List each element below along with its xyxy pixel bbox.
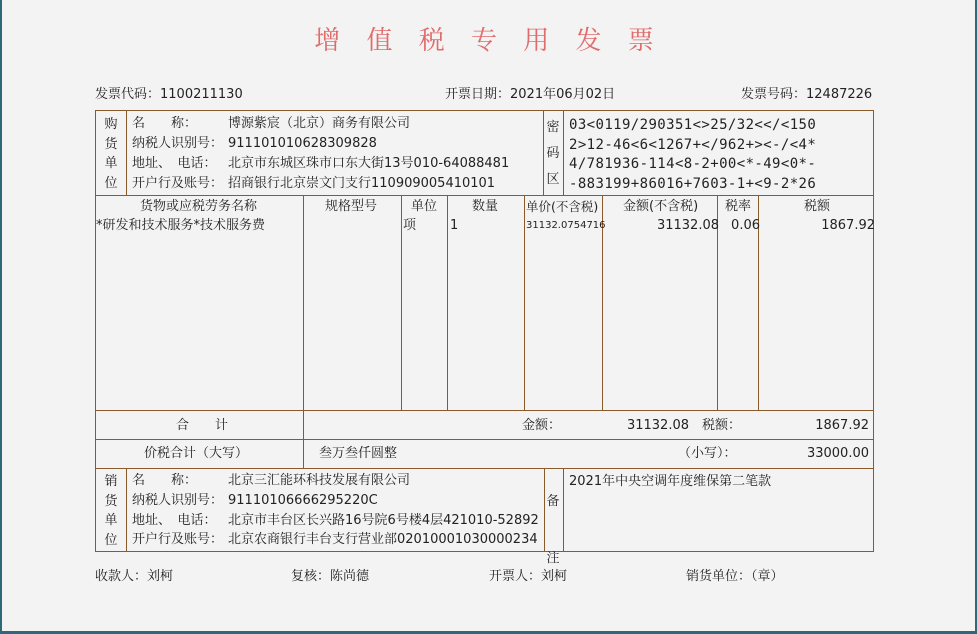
seller-name: 北京三汇能环科技发展有限公司 <box>228 473 411 488</box>
invoice-date-label: 开票日期： <box>445 87 511 102</box>
cipher-line: 4/781936-114<8-2+00<*-49<0*- <box>569 156 817 172</box>
col-header-unit: 单位 <box>411 199 438 214</box>
col-header-qty: 数量 <box>472 199 499 214</box>
item-tax: 1867.92 <box>821 218 875 233</box>
remarks-side-char: 注 <box>546 551 560 566</box>
grand-small-label: （小写）： <box>678 446 737 461</box>
line-grand-bottom <box>96 468 873 469</box>
grand-label: 价税合计（大写） <box>144 446 249 461</box>
cipher-line: 03<0119/290351<>25/32<</<150 <box>569 117 817 133</box>
col-header-name: 货物或应税劳务名称 <box>140 199 258 214</box>
buyer-address: 北京市东城区珠市口东大街13号010-64088481 <box>228 156 510 171</box>
seller-side-char: 货 <box>104 493 118 509</box>
seller-bank: 北京农商银行丰台支行营业部02010001030000234 <box>228 532 538 547</box>
invoice-code <box>95 83 243 102</box>
item-price: 31132.0754716 <box>526 220 606 231</box>
grand-small: 33000.00 <box>806 446 869 461</box>
buyer-side-char: 单 <box>104 156 118 171</box>
grand-words: 叁万叁仟圆整 <box>319 446 398 461</box>
total-amount: 31132.08 <box>626 418 689 433</box>
buyer-bank-label: 开户行及账号： <box>132 176 224 191</box>
total-tax: 1867.92 <box>815 418 869 433</box>
issuer-value: 刘柯 <box>541 569 568 584</box>
col-header-tax: 税额 <box>804 199 831 214</box>
seller-side-label <box>101 472 121 550</box>
item-qty: 1 <box>450 218 459 233</box>
seller-taxid: 91110106666295220C <box>228 493 378 508</box>
line-col-spec <box>303 195 304 468</box>
total-tax-label: 税额： <box>702 418 742 433</box>
line-remarks-side <box>563 468 564 551</box>
invoice-number-label: 发票号码： <box>741 87 807 102</box>
col-header-spec: 规格型号 <box>325 199 378 214</box>
total-label: 合 计 <box>176 418 229 433</box>
seller-side-char: 单 <box>104 513 118 528</box>
invoice-code-label: 发票代码： <box>95 87 161 102</box>
total-amount-label: 金额： <box>522 418 562 433</box>
seller-seal: 销货单位：（章） <box>686 569 784 584</box>
line-col-unit <box>401 195 402 410</box>
item-rate: 0.06 <box>731 218 760 233</box>
seller-address: 北京市丰台区长兴路16号院6号楼4层421010-52892 <box>228 513 539 528</box>
invoice-date-value: 2021年06月02日 <box>510 87 616 102</box>
buyer-side-char: 货 <box>104 136 118 152</box>
seller-taxid-label: 纳税人识别号： <box>132 493 224 508</box>
line-seller-side <box>126 468 127 551</box>
line-buyer-side <box>126 111 127 195</box>
col-header-rate: 税率 <box>725 199 752 214</box>
seller-bank-label: 开户行及账号： <box>132 532 224 547</box>
cipher-side-char: 码 <box>546 146 560 161</box>
invoice-code-value: 1100211130 <box>160 87 243 102</box>
line-total-bottom <box>96 439 873 440</box>
cipher-side-label <box>543 115 563 193</box>
buyer-name: 博源紫宸（北京）商务有限公司 <box>228 116 411 131</box>
cipher-side-char: 密 <box>546 120 560 135</box>
buyer-bank: 招商银行北京崇文门支行110909005410101 <box>228 176 496 191</box>
payee-label: 收款人： <box>95 569 148 584</box>
window-frame-left <box>0 0 2 634</box>
reviewer-value: 陈尚德 <box>330 569 370 584</box>
buyer-taxid: 911101010628309828 <box>228 136 377 151</box>
invoice-number-value: 12487226 <box>806 87 873 102</box>
line-col-qty <box>447 195 448 410</box>
item-unit: 项 <box>403 218 417 233</box>
remarks-text: 2021年中央空调年度维保第二笔款 <box>569 474 772 489</box>
reviewer <box>291 565 369 584</box>
remarks-side-char: 备 <box>546 494 560 509</box>
cipher-side-char: 区 <box>546 172 560 187</box>
item-amount: 31132.08 <box>656 218 719 233</box>
line-items-bottom <box>96 410 873 411</box>
item-name: *研发和技术服务*技术服务费 <box>96 218 266 233</box>
buyer-taxid-label: 纳税人识别号： <box>132 136 224 151</box>
col-header-amount: 金额(不含税) <box>623 199 699 214</box>
issuer <box>489 565 567 584</box>
cipher-text <box>569 116 816 194</box>
invoice-date <box>445 83 615 102</box>
line-buyer-bottom <box>96 195 873 196</box>
invoice-title: 增 值 税 专 用 发 票 <box>314 26 663 56</box>
reviewer-label: 复核： <box>291 569 331 584</box>
invoice-table <box>95 110 875 566</box>
cipher-line: 2>12-46<6<1267+</962+><-/<4* <box>569 136 817 153</box>
cipher-line: -883199+86016+7603-1+<9-2*26 <box>569 175 817 192</box>
issuer-label: 开票人： <box>489 569 542 584</box>
buyer-address-label: 地址、 电话： <box>132 156 217 171</box>
seller-address-label: 地址、 电话： <box>132 513 217 528</box>
col-header-price: 单价(不含税) <box>526 199 599 214</box>
line-col-price <box>524 195 525 410</box>
buyer-side-char: 位 <box>104 175 118 191</box>
buyer-side-label <box>101 115 121 193</box>
payee <box>95 565 173 584</box>
buyer-name-label: 名 称： <box>132 116 198 131</box>
line-cipher-side <box>563 111 564 195</box>
payee-value: 刘柯 <box>147 569 174 584</box>
invoice-number <box>741 83 872 102</box>
seller-name-label: 名 称： <box>132 473 198 488</box>
buyer-side-char: 购 <box>104 117 118 132</box>
seller-side-char: 位 <box>104 532 118 548</box>
seller-side-char: 销 <box>104 474 118 489</box>
